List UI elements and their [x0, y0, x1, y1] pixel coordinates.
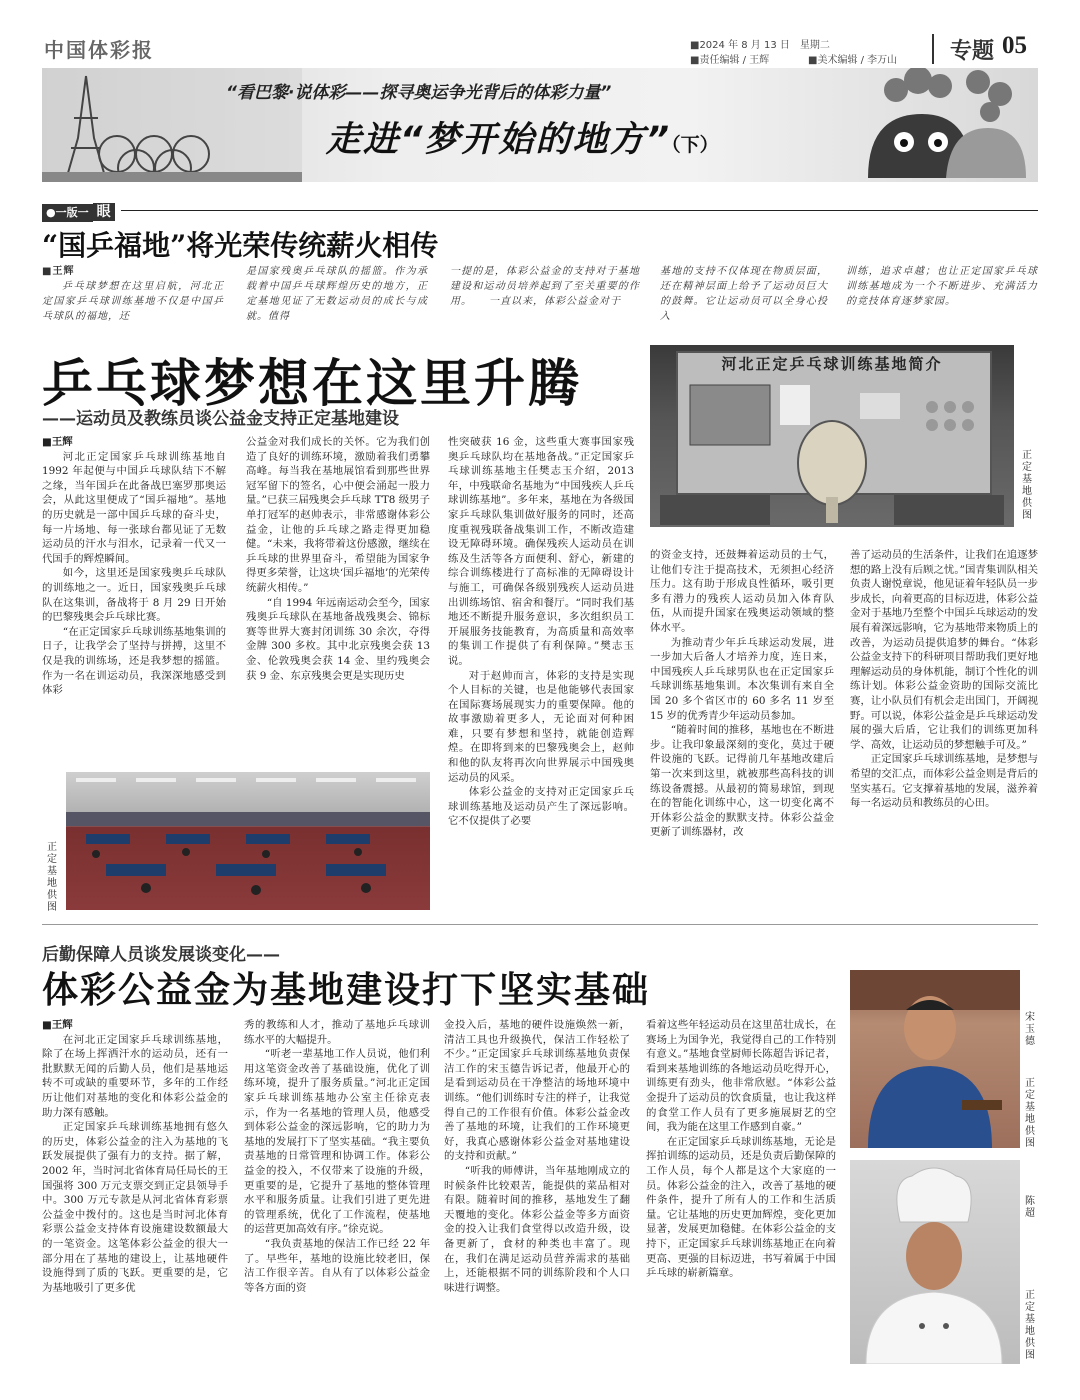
article2-paragraph: 金投入后，基地的硬件设施焕然一新，清洁工具也升级换代，保洁工作轻松了不少。”正定国家乒乓球训练基地负责保洁工作的宋玉德告诉记者，他最开心的是看到运动员在干净整洁的场地环境中训练。“他们训练时专注的样子，让我觉得自己的工作很有价值。体彩公益金改善了基地的环境，让我们的工作环境更好，我真心感谢体彩公益金对基地建设的支持和贡献。”	[444, 1019, 630, 1163]
art-editor-line: ■美术编辑 / 李万山	[808, 55, 898, 66]
article2-paragraph: 秀的教练和人才，推动了基地乒乓球训练水平的大幅提升。	[244, 1019, 430, 1046]
article2-headline: 体彩公益金为基地建设打下坚实基础	[42, 969, 651, 1011]
article2-paragraph: 正定国家乒乓球训练基地拥有悠久的历史，体彩公益金的注入为基地的飞跃发展提供了强有力的支持。据了解，2002 年，当时河北省体育局任局长的王国强将 300 万元支票交到正定县领导手中。300 万元专款是从河北省体育彩票公益金中拨付的。这也是当时河北体育彩票公益金支持体育设施建设数额最大的一笔资金。这笔体彩公益金的很大一部分用在了基地的建设上，让基地硬件设施得到了质的飞跃。更重要的是，它为基地吸引了更多优	[42, 1121, 228, 1294]
article1-paragraph: 对于赵帅而言，体彩的支持是实现个人目标的关键，也是他能够代表国家在国际赛场展现实力的重要保障。他的故事激励着更多人，无论面对何种困难，只要有梦想和坚持，就能创造辉煌。在即将到来的巴黎残奥会上，赵帅和他的队友将再次向世界展示中国残奥运动员的风采。	[448, 669, 634, 784]
kicker-rule	[42, 210, 1038, 211]
article1-paragraph: 性突破获 16 金，这些重大赛事国家残奥乒乓球队均在基地备战。”正定国家乒乓球训练基地主任樊志玉介绍，2013 年，中残联命名基地为“中国残疾人乒乓球训练基地”。多年来，基地在为各级国家乒乓球队集训做好服务的同时，还高度重视残联备战集训工作，不断改造建设无障碍环境。确保残疾人运动员在训练及生活等各方面便利、舒心，新建的综合训练楼进行了高标准的无障碍设计与施工，可确保各级别残疾人运动员进出训练场馆、宿舍和餐厅。“同时我们基地还不断提升服务意识，多次组织员工开展服务技能教育，为高质量和高效率的集训工作提供了有利保障。”樊志玉说。	[448, 436, 634, 667]
article1-column-1	[42, 435, 226, 769]
intro-paragraph: 基地的支持不仅体现在物质层面，还在精神层面上给予了运动员巨大的鼓舞。它让运动员可以全身心投入	[660, 266, 828, 322]
article2-paragraph: “听老一辈基地工作人员说，他们利用这笔资金改善了基础设施，优化了训练环境，提升了服务质量。”河北正定国家乒乓球训练基地办公室主任徐克表示，作为一名基地的管理人员，他感受到体彩公益金的深远影响，它的助力为基地的发展打下了坚实基础。“我主要负责基地的日常管理和协调工作。体彩公益金的投入，不仅带来了设施的升级，更重要的是，它提升了基地的整体管理水平和服务质量。让我们引进了更先进的管理系统，优化了工作流程，使基地的运营更加高效有序。”徐克说。	[244, 1048, 430, 1236]
portrait-2-graphic	[850, 1160, 1020, 1364]
training-hall-photo-credit: 正定基地供图	[47, 842, 57, 913]
portrait-photo-1	[850, 970, 1020, 1148]
mascot-illustration	[838, 68, 1038, 182]
article1-paragraph: 为推动青少年乒乓球运动发展，进一步加大后备人才培养力度，连日来，中国残疾人乒乓球男队也在正定国家乒乓球训练基地集训。本次集训有来自全国 20 多个省区市的 60 多名 11 岁至 15 岁的优秀青少年运动员参加。	[650, 636, 834, 722]
kicker-tag	[42, 201, 121, 219]
section-divider	[42, 924, 1038, 925]
article1-column-2	[246, 435, 430, 769]
article1-column-3	[448, 435, 634, 911]
banner	[42, 68, 1038, 182]
banner-title: 走进“梦开始的地方”	[326, 120, 672, 160]
portrait-photo-2	[850, 1160, 1020, 1364]
article1-paragraph: 河北正定国家乒乓球训练基地自 1992 年起便与中国乒乓球队结下不解之缘，当年国乒在此备战巴塞罗那奥运会，从此这里便成了“国乒福地”。基地的历史就是一部中国乒乓球的奋斗史，每一片场地、每一张球台都见证了无数运动员的汗水与泪水，记录着一代又一代国手的辉煌瞬间。	[42, 450, 226, 565]
article1-paragraph: 体彩公益金的支持对正定国家乒乓球训练基地及运动员产生了深远影响。它不仅提供了必要	[448, 786, 634, 828]
masthead-divider	[932, 34, 934, 64]
article2-paragraph: 在正定国家乒乓球训练基地，无论是挥拍训练的运动员，还是负责后勤保障的工作人员，每个人都是这个大家庭的一员。体彩公益金的注入，改善了基地的硬件条件，提升了所有人的工作和生活质量。它让基地的历史更加辉煌，变化更加显著，发展更加稳健。在体彩公益金的支持下，正定国家乒乓球训练基地正在向着更高、更强的目标迈进，书写着属于中国乒乓球的崭新篇章。	[646, 1135, 836, 1280]
banner-title-row	[326, 112, 719, 162]
article2-column-4	[646, 1018, 836, 1366]
article2-paragraph: 看着这些年轻运动员在这里茁壮成长，在赛场上为国争光，我觉得自己的工作特别有意义。”基地食堂厨师长陈超告诉记者，看到来基地训练的各地运动员吃得开心，训练更有劲头，他非常欣慰。“体彩公益金提升了运动员的饮食质量，也让我这样的食堂工作人员有了更多施展厨艺的空间，我为能在这里工作感到自豪。”	[646, 1019, 836, 1134]
museum-photo	[650, 345, 1014, 527]
portrait-1-graphic	[850, 970, 1020, 1148]
article1-paragraph: “随着时间的推移，基地也在不断进步。让我印象最深刻的变化，莫过于硬件设施的飞跃。记得前几年基地改建后第一次来到这里，就被那些高科技的训练设备震撼。从最初的简易球馆，到现在的智能化训练中心，这一切变化离不开体彩公益金的默默支持。体彩公益金更新了训练器材，改	[650, 724, 834, 839]
training-hall-graphic	[66, 772, 430, 910]
article2-paragraph: 在河北正定国家乒乓球训练基地，除了在场上挥洒汗水的运动员，还有一批默默无闻的后勤人员，他们是基地运转不可或缺的重要环节，多年的工作经历让他们对基地的变化和体彩公益金的助力深有感触。	[42, 1033, 228, 1119]
page-number: 05	[1002, 32, 1027, 59]
museum-photo-credit: 正定基地供图	[1022, 450, 1032, 521]
kicker-prefix: ●一版一	[42, 204, 93, 222]
intro-paragraph: 乒乓球梦想在这里启航，河北正定国家乒乓球训练基地不仅是中国乒乓球队的福地，还	[42, 281, 224, 322]
intro-column-3	[450, 264, 640, 330]
article1-paragraph: 善了运动员的生活条件，让我们在追逐梦想的路上没有后顾之忧。”国青集训队相关负责人谢悦章说，他见证着年轻队员一步步成长，向着更高的目标迈进，体彩公益金对于基地乃至整个中国乒乓球运动的发展有着深远影响，它为基地带来物质上的改善，为运动员提供追梦的舞台。“体彩公益金支持下的科研项目帮助我们更好地理解运动员的身体机能，制订个性化的训练计划。体彩公益金资助的国际交流比赛，让小队员们有机会走出国门，开阔视野。可以说，体彩公益金是乒乓球运动发展的强大后盾，它让我们的训练更加科学、高效，让运动员的梦想触手可及。”	[850, 549, 1038, 751]
article2-column-2	[244, 1018, 430, 1366]
intro-paragraph: 一提的是，体彩公益金的支持对于基地建设和运动员培养起到了至关重要的作用。 一直以来，体彩公益金对于	[450, 266, 640, 307]
date-line: ■2024 年 8 月 13 日 星期二	[690, 40, 830, 51]
intro-paragraph: 是国家残奥乒乓球队的摇篮。作为承载着中国乒乓球辉煌历史的地方，正定基地见证了无数运动员的成长与成就。值得	[246, 266, 428, 322]
intro-column-1	[42, 264, 224, 330]
article1-column-4	[650, 548, 834, 912]
article1-byline: ■王辉	[42, 436, 73, 448]
article2-byline: ■王辉	[42, 1019, 73, 1031]
portrait-2-credit: 正定基地供图	[1025, 1290, 1035, 1361]
museum-exhibit-graphic	[650, 345, 1014, 527]
article2-kicker: 后勤保障人员谈发展谈变化——	[42, 945, 280, 965]
article2-column-3	[444, 1018, 630, 1366]
article1-column-5	[850, 548, 1038, 912]
article2-paragraph: “听我的师傅讲，当年基地刚成立的时候条件比较艰苦，能提供的菜品相对有限。随着时间的推移，基地发生了翻天覆地的变化。体彩公益金等多方面资金的投入让我们食堂得以改造升级，设备更新了，食材的种类也丰富了。现在，我们在满足运动员营养需求的基础上，还能根据不同的训练阶段和个人口味进行调整。	[444, 1164, 630, 1294]
article2-paragraph: “我负责基地的保洁工作已经 22 年了。早些年，基地的设施比较老旧，保洁工作很辛苦。自从有了以体彩公益金等各方面的资	[244, 1237, 430, 1294]
portrait-1-name: 宋玉德	[1025, 1012, 1035, 1047]
article1-paragraph: 正定国家乒乓球训练基地，是梦想与希望的交汇点，而体彩公益金则是背后的坚实基石。它支撑着基地的发展，滋养着每一名运动员和教练员的心田。	[850, 753, 1038, 810]
article1-subhead: ——运动员及教练员谈公益金支持正定基地建设	[42, 409, 399, 429]
intro-column-2	[246, 264, 428, 330]
portrait-2-name: 陈超	[1025, 1196, 1035, 1219]
training-hall-photo	[66, 772, 430, 910]
article1-headline: 乒乓球梦想在这里升腾	[42, 354, 583, 414]
banner-title-suffix: （下）	[671, 134, 719, 156]
paper-name: 中国体彩报	[44, 38, 154, 62]
article1-paragraph: “在正定国家乒乓球训练基地集训的日子，让我学会了坚持与拼搏，这里不仅是我的训练场，还是我梦想的摇篮。作为一名在训运动员，我深深地感受到体彩	[42, 625, 226, 697]
article1-paragraph: 的资金支持，还鼓舞着运动员的士气，让他们专注于提高技术，无须担心经济压力。这有助于形成良性循环，吸引更多有潜力的残疾人运动员加入体育队伍，从而提升国家在残奥运动领域的整体水平。	[650, 549, 834, 634]
section-label: 专题	[950, 39, 995, 64]
museum-sign: 河北正定乒乓球训练基地简介	[721, 355, 943, 373]
kicker-suffix: 眼	[93, 203, 115, 221]
intro-column-5	[846, 264, 1038, 330]
article1-paragraph: “自 1994 年远南运动会至今，国家残奥乒乓球队在基地备战残奥会、锦标赛等世界大赛封闭训练 30 余次，夺得金牌 300 多枚。其中北京残奥会获 13 金、伦敦残奥会获 14 金、里约残奥会获 9 金、东京残奥会更是实现历史	[246, 596, 430, 682]
article2-column-1	[42, 1018, 228, 1366]
portrait-1-credit: 正定基地供图	[1025, 1078, 1035, 1149]
article1-paragraph: 如今，这里还是国家残奥乒乓球队的训练地之一。近日，国家残奥乒乓球队在这集训，备战将于 8 月 29 日开始的巴黎残奥会乒乓球比赛。	[42, 567, 226, 624]
editor-line: ■责任编辑 / 王辉	[690, 55, 770, 66]
banner-subtitle: “看巴黎·说体彩——探寻奥运争光背后的体彩力量”	[226, 83, 612, 103]
article1-paragraph: 公益金对我们成长的关怀。它为我们创造了良好的训练环境，激励着我们勇攀高峰。每当我在基地展馆看到那些世界冠军留下的签名，心中便会涌起一股力量。”已获三届残奥会乒乓球 TT8 级男子单打冠军的赵帅表示，非常感谢体彩公益金，让他的乒乓球之路走得更加稳健。“未来，我将带着这份感激，继续在乒乓球的世界里奋斗，希望能为国家争得更多荣誉，让这块‘国乒福地’的光荣传统薪火相传。”	[246, 436, 430, 594]
intro-headline: “国乒福地”将光荣传统薪火相传	[42, 229, 439, 262]
intro-byline: ■王辉	[42, 266, 75, 277]
intro-column-4	[660, 264, 828, 330]
intro-paragraph: 训练，追求卓越；也让正定国家乒乓球训练基地成为一个不断进步、充满活力的竞技体育逐梦家园。	[846, 266, 1038, 307]
